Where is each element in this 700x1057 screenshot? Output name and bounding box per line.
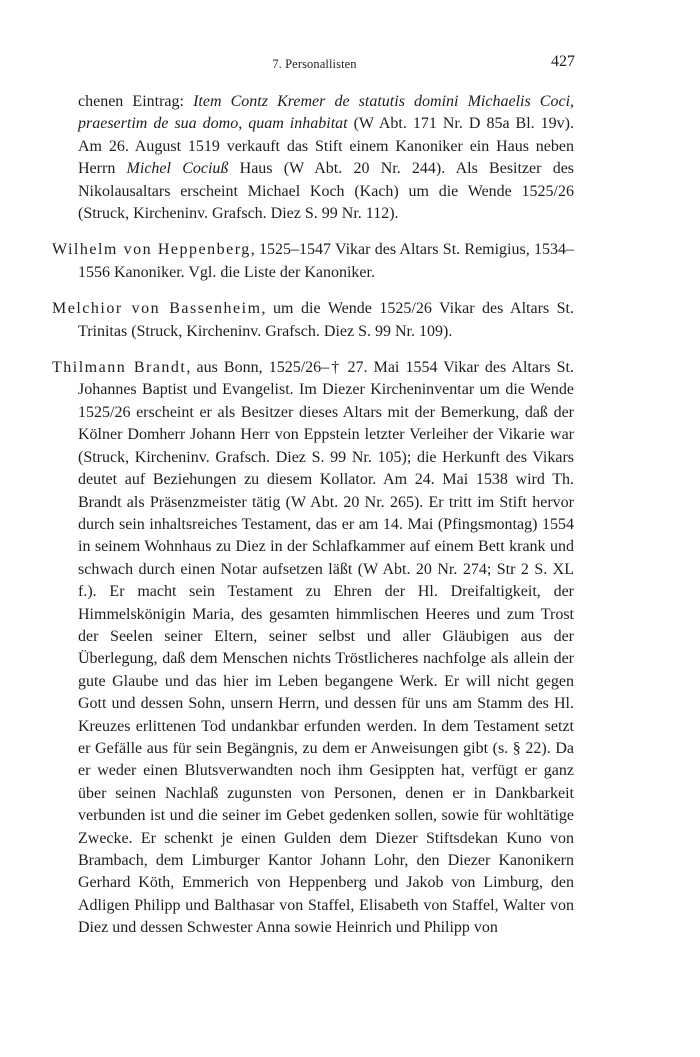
text-run: , um die Wende 1525/26 Vikar des Altars St. Trinitas (Struck, Kircheninv. Grafsch. Diez S. 99 Nr. 109). <box>78 300 574 340</box>
person-name: Melchior von Bassenheim <box>52 300 262 318</box>
italic-name: Michel Cociuß <box>126 160 229 178</box>
running-head: 7. Personallisten <box>272 57 357 71</box>
entry-heppenberg <box>52 239 574 284</box>
page-number: 427 <box>551 53 575 70</box>
text-run: Haus (W Abt. 20 Nr. 244). Als Besitzer des Nikolausaltars erscheint Michael Koch (Kach) um die Wende 1525/26 (Struck, Kircheninv. Grafsch. Diez S. 99 Nr. 112). <box>78 160 575 223</box>
person-name: Thilmann Brandt <box>52 359 187 377</box>
italic-quote: Item Contz Kremer de statutis domini Michaelis Coci, praesertim de sua domo, quam inhabitat <box>78 93 575 133</box>
text-run: (W Abt. 171 Nr. D 85a Bl. 19v). Am 26. August 1519 verkauft das Stift einem Kanoniker ein Haus neben Herrn <box>78 115 575 178</box>
entry-brandt <box>52 357 574 940</box>
text-run: , 1525–1547 Vikar des Altars St. Remigius, 1534–1556 Kanoniker. Vgl. die Liste der Kanoniker. <box>78 241 574 281</box>
text-run: chenen Eintrag: <box>78 93 194 110</box>
paragraph-continuation <box>52 91 574 225</box>
entry-bassenheim <box>52 298 574 343</box>
person-name: Wilhelm von Heppenberg <box>52 241 251 259</box>
page-header <box>52 52 577 74</box>
body-text <box>52 91 574 940</box>
text-run: , aus Bonn, 1525/26–† 27. Mai 1554 Vikar des Altars St. Johannes Baptist und Evangelist. Im Diezer Kircheninventar um die Wende 1525/26 erscheint er als Besitzer dieses Altars mit der Bemerkung, daß der Kölner Domherr Johann Herr von Eppstein letzter Verleiher der Vikarie war (Struck, Kircheninv. Grafsch. Diez S. 99 Nr. 105); die Herkunft des Vikars deutet auf Beziehungen zu diesem Kollator. Am 24. Mai 1538 wird Th. Brandt als Präsenzmeister tätig (W Abt. 20 Nr. 265). Er tritt im Stift hervor durch sein inhaltsreiches Testament, das er am 14. Mai (Pfingsmontag) 1554 in seinem Wohnhaus zu Diez in der Schlafkammer auf einem Bett krank und schwach durch einen Notar aufsetzen läßt (W Abt. 20 Nr. 274; Str 2 S. XL f.). Er macht sein Testament zu Ehren der Hl. Dreifaltigkeit, der Himmelskönigin Maria, des gesamten himmlischen Heeres und zum Trost der Seelen seiner Eltern, seiner selbst und aller Gläubigen aus der Überlegung, daß dem Menschen nichts Tröstlicheres nachfolge als allein der gute Glaube und das hier im Leben begangene Werk. Er will nicht gegen Gott und dessen Sohn, unsern Herrn, und dessen für uns am Stamm des Hl. Kreuzes erlittenen Tod undankbar erfunden werden. In dem Testament setzt er Gefälle aus für sein Begängnis, zu dem er Anweisungen gibt (s. § 22). Da er weder einen Blutsverwandten noch ihm Gesippten hat, verfügt er ganz über seinen Nachlaß zugunsten von Personen, denen er in Dankbarkeit verbunden ist und die seiner im Gebet gedenken sollen, sowie für wohltätige Zwecke. Er schenkt je einen Gulden dem Diezer Stiftsdekan Kuno von Brambach, dem Limburger Kantor Johann Lohr, den Diezer Kanonikern Gerhard Köth, Emmerich von Heppenberg und Jakob von Limburg, den Adligen Philipp und Balthasar von Staffel, Elisabeth von Staffel, Walter von Diez und dessen Schwester Anna sowie Heinrich und Philipp von <box>78 359 574 937</box>
